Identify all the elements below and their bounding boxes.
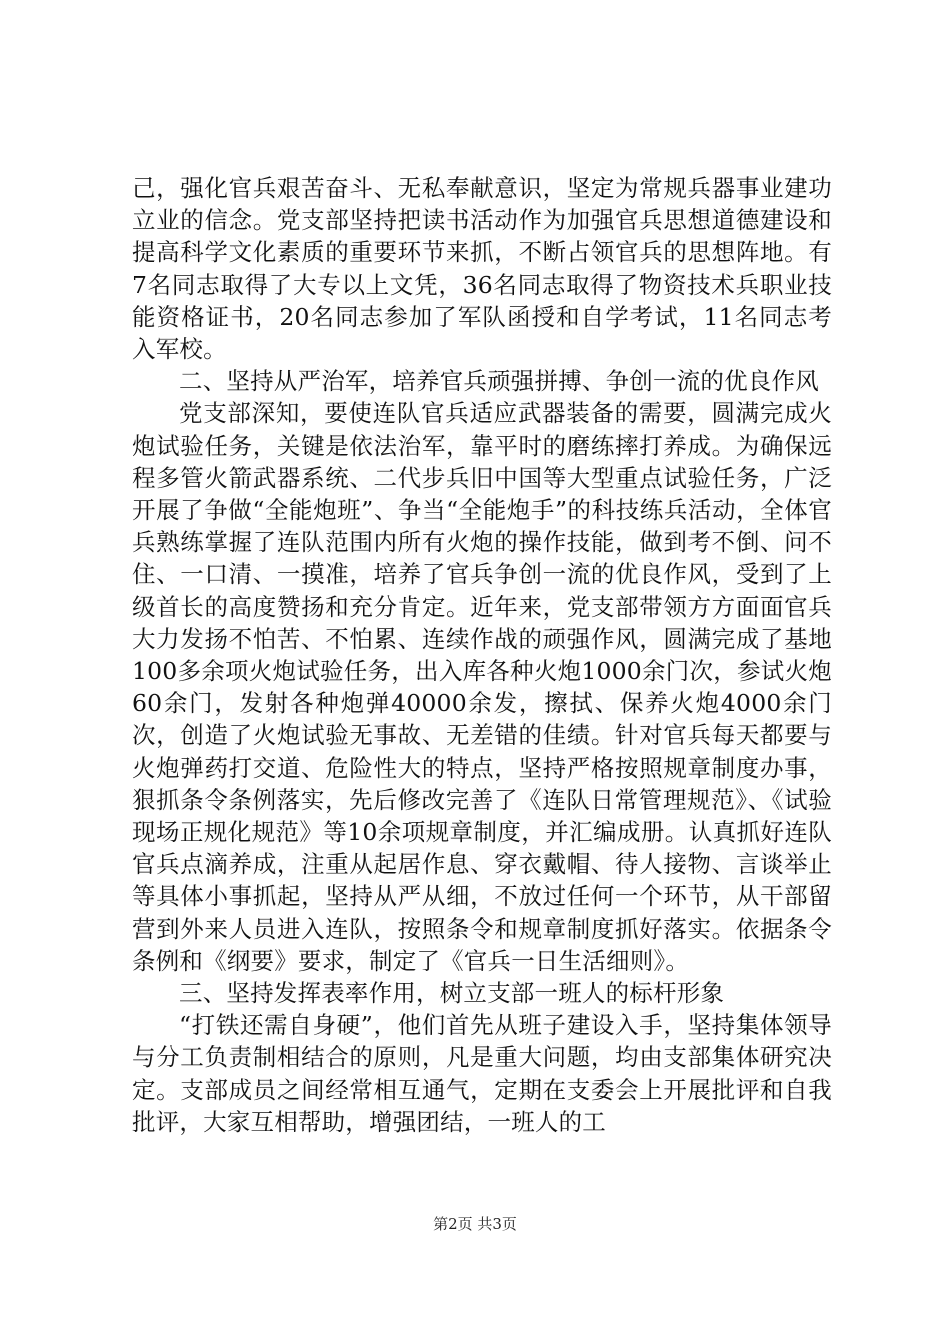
document-body (132, 172, 832, 1138)
section-heading-2: 二、坚持从严治军，培养官兵顽强拼搏、争创一流的优良作风 (179, 367, 819, 396)
paragraph-intro-continued: 己，强化官兵艰苦奋斗、无私奉献意识，坚定为常规兵器事业建功立业的信念。党支部坚持把读书活动作为加强官兵思想道德建设和提高科学文化素质的重要环节来抓，不断占领官兵的思想阵地。有7名同志取得了大专以上文凭，36名同志取得了物资技术兵职业技能资格证书，20名同志参加了军队函授和自学考试，11名同志考入军校。 (132, 174, 832, 364)
section-heading-3: 三、坚持发挥表率作用，树立支部一班人的标杆形象 (179, 979, 725, 1008)
paragraph-section-3-body: “打铁还需自身硬”，他们首先从班子建设入手，坚持集体领导与分工负责制相结合的原则，凡是重大问题，均由支部集体研究决定。支部成员之间经常相互通气，定期在支委会上开展批评和自我批评，大家互相帮助，增强团结，一班人的工 (132, 1011, 832, 1136)
paragraph-section-2-body: 党支部深知，要使连队官兵适应武器装备的需要，圆满完成火炮试验任务，关键是依法治军，靠平时的磨练摔打养成。为确保远程多管火箭武器系统、二代步兵旧中国等大型重点试验任务，广泛开展了争做“全能炮班”、争当“全能炮手”的科技练兵活动，全体官兵熟练掌握了连队范围内所有火炮的操作技能，做到考不倒、问不住、一口清、一摸准，培养了官兵争创一流的优良作风，受到了上级首长的高度赞扬和充分肯定。近年来，党支部带领方方面面官兵大力发扬不怕苦、不怕累、连续作战的顽强作风，圆满完成了基地100多余项火炮试验任务，出入库各种火炮1000余门次，参试火炮60余门，发射各种炮弹40000余发，擦拭、保养火炮4000余门次，创造了火炮试验无事故、无差错的佳绩。针对官兵每天都要与火炮弹药打交道、危险性大的特点，坚持严格按照规章制度办事，狠抓条令条例落实，先后修改完善了《连队日常管理规范》、《试验现场正规化规范》等10余项规章制度，并汇编成册。认真抓好连队官兵点滴养成，注重从起居作息、穿衣戴帽、待人接物、言谈举止等具体小事抓起，坚持从严从细，不放过任何一个环节，从干部留营到外来人员进入连队，按照条令和规章制度抓好落实。依据条令条例和《纲要》要求，制定了《官兵一日生活细则》。 (132, 399, 832, 975)
page-number-footer: 第2页 共3页 (433, 1215, 517, 1233)
